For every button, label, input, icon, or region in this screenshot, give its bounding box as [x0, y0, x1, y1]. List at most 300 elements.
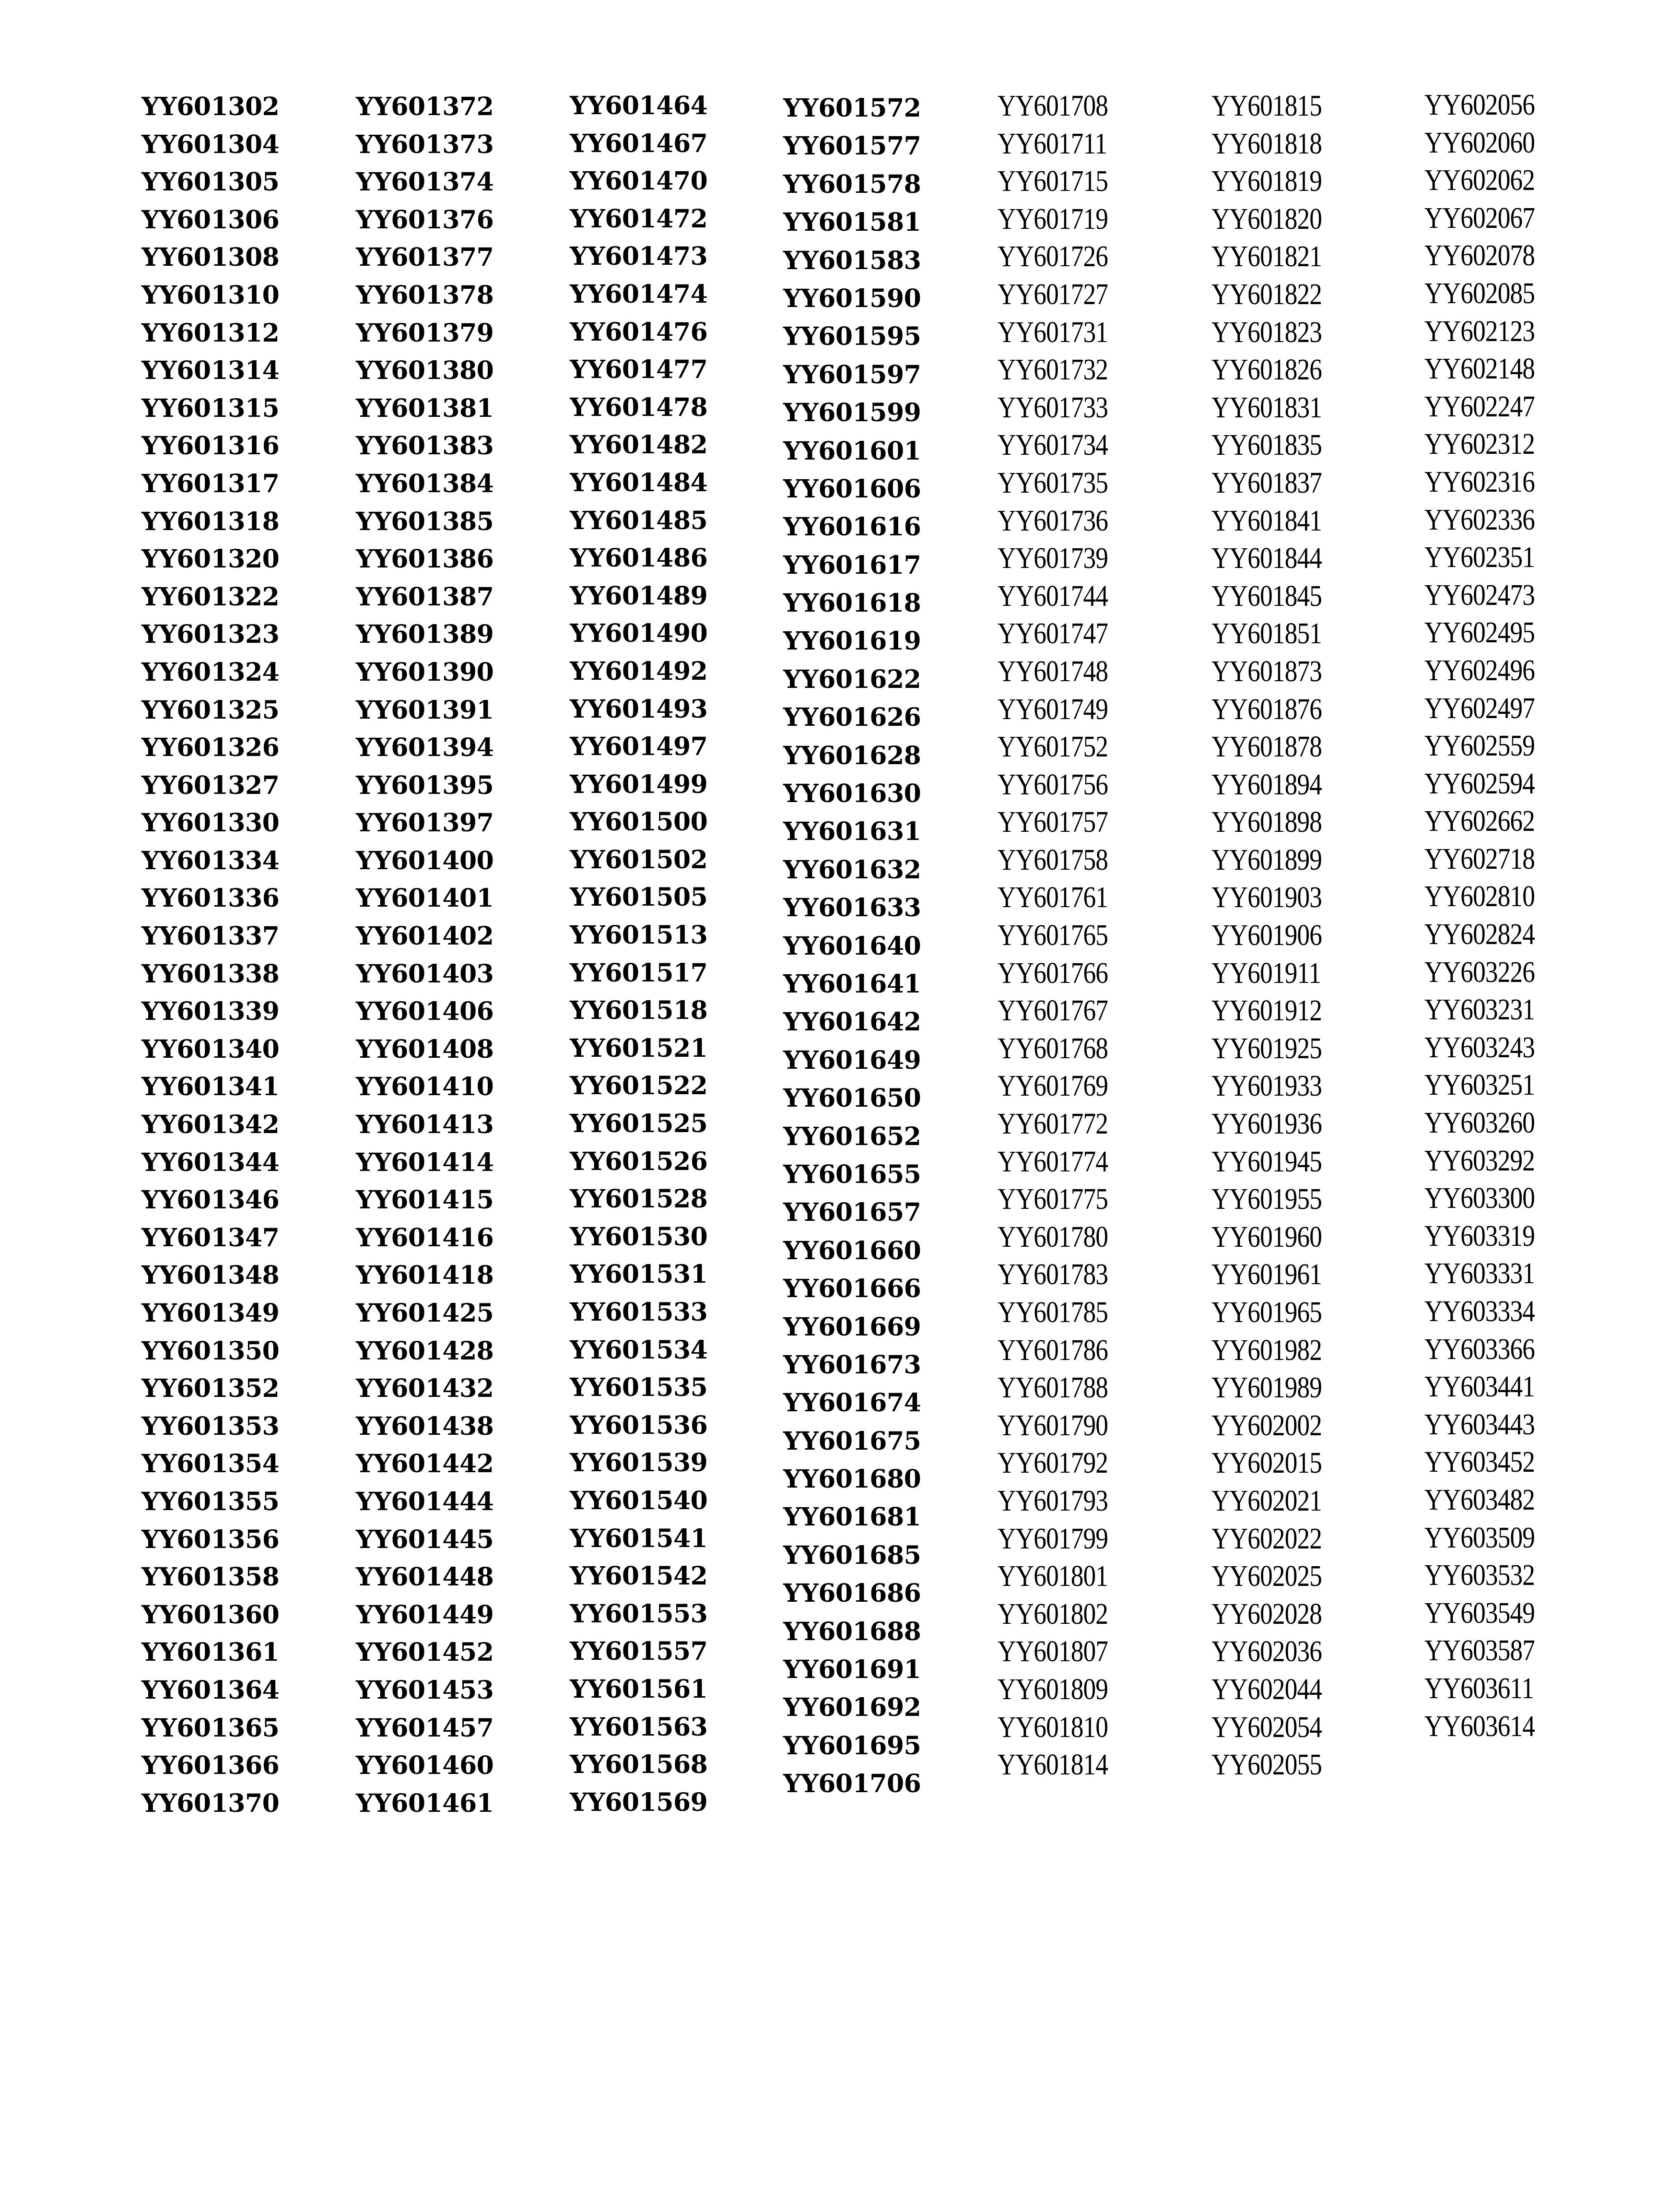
- code-entry: YY601356: [141, 1525, 280, 1554]
- code-entry: YY601732: [998, 354, 1108, 387]
- code-entry: YY601492: [570, 656, 708, 686]
- code-entry: YY601569: [570, 1787, 708, 1817]
- code-entry: YY601438: [356, 1411, 494, 1441]
- code-entry: YY601383: [356, 431, 494, 461]
- code-entry: YY601489: [570, 581, 708, 611]
- code-entry: YY601899: [1211, 843, 1322, 876]
- code-entry: YY601526: [570, 1146, 708, 1176]
- code-entry: YY602067: [1424, 201, 1535, 235]
- code-entry: YY602495: [1424, 616, 1535, 650]
- code-entry: YY601444: [356, 1487, 494, 1516]
- code-entry: YY601818: [1211, 127, 1322, 160]
- code-entry: YY601493: [570, 694, 708, 724]
- code-entry: YY601442: [356, 1449, 494, 1479]
- code-entry: YY601961: [1211, 1258, 1322, 1291]
- code-entry: YY601642: [783, 1007, 921, 1037]
- code-entry: YY601337: [141, 922, 280, 951]
- code-entry: YY601960: [1211, 1220, 1322, 1253]
- code-entry: YY601557: [570, 1637, 708, 1666]
- code-entry: YY601912: [1211, 994, 1322, 1028]
- code-entry: YY601747: [998, 617, 1108, 650]
- code-entry: YY601485: [570, 506, 708, 535]
- code-entry: YY601415: [356, 1185, 494, 1215]
- code-entry: YY601401: [356, 884, 494, 913]
- code-entry: YY601756: [998, 768, 1108, 801]
- code-entry: YY602351: [1424, 541, 1535, 574]
- code-entry: YY601911: [1211, 957, 1321, 990]
- code-entry: YY601353: [141, 1411, 280, 1441]
- code-entry: YY601936: [1211, 1108, 1322, 1141]
- code-entry: YY601308: [141, 243, 280, 272]
- code-entry: YY601831: [1211, 391, 1322, 424]
- code-entry: YY601726: [998, 240, 1108, 273]
- code-entry: YY601539: [570, 1448, 708, 1478]
- code-entry: YY601449: [356, 1600, 494, 1630]
- code-entry: YY601618: [783, 589, 921, 618]
- code-entry: YY601675: [783, 1426, 921, 1456]
- code-entry: YY601500: [570, 807, 708, 837]
- code-entry: YY603549: [1424, 1596, 1535, 1630]
- code-entry: YY601320: [141, 544, 280, 574]
- code-entry: YY602044: [1211, 1673, 1322, 1706]
- code-entry: YY601497: [570, 732, 708, 762]
- code-entry: YY601418: [356, 1261, 494, 1290]
- code-entry: YY602559: [1424, 730, 1535, 763]
- code-entry: YY601381: [356, 393, 494, 423]
- code-entry: YY601540: [570, 1486, 708, 1515]
- code-entry: YY601823: [1211, 316, 1322, 349]
- code-entry: YY601502: [570, 845, 708, 875]
- code-entry: YY601391: [356, 695, 494, 725]
- code-entry: YY601680: [783, 1465, 921, 1494]
- code-entry: YY601305: [141, 167, 280, 197]
- code-entry: YY601425: [356, 1299, 494, 1328]
- code-entry: YY601312: [141, 318, 280, 348]
- code-entry: YY601349: [141, 1299, 280, 1328]
- code-entry: YY601695: [783, 1731, 921, 1761]
- code-entry: YY603251: [1424, 1069, 1535, 1102]
- code-entry: YY602025: [1211, 1560, 1322, 1593]
- code-entry: YY601338: [141, 959, 280, 989]
- code-entry: YY601318: [141, 507, 280, 536]
- code-entry: YY601851: [1211, 617, 1322, 650]
- code-entry: YY601304: [141, 130, 280, 159]
- code-entry: YY601525: [570, 1109, 708, 1139]
- code-entry: YY601673: [783, 1350, 921, 1380]
- code-entry: YY601739: [998, 542, 1108, 575]
- code-entry: YY601633: [783, 893, 921, 923]
- code-entry: YY601361: [141, 1638, 280, 1667]
- code-entry: YY601841: [1211, 504, 1322, 537]
- code-entry: YY601386: [356, 544, 494, 574]
- code-entry: YY601955: [1211, 1183, 1322, 1216]
- code-entry: YY602002: [1211, 1409, 1322, 1442]
- code-entry: YY601484: [570, 468, 708, 497]
- code-entry: YY601652: [783, 1122, 921, 1151]
- code-entry: YY601406: [356, 997, 494, 1027]
- code-entry: YY603243: [1424, 1031, 1535, 1064]
- code-entry: YY601837: [1211, 466, 1322, 499]
- code-entry: YY601873: [1211, 655, 1322, 688]
- code-entry: YY601906: [1211, 919, 1322, 952]
- code-entry: YY601478: [570, 392, 708, 422]
- code-entry: YY601641: [783, 969, 921, 999]
- code-entry: YY601453: [356, 1675, 494, 1705]
- code-entry: YY601632: [783, 855, 921, 885]
- code-entry: YY601340: [141, 1034, 280, 1064]
- code-entry: YY602336: [1424, 503, 1535, 536]
- code-entry: YY601302: [141, 92, 280, 121]
- code-entry: YY601563: [570, 1712, 708, 1742]
- code-entry: YY601792: [998, 1447, 1108, 1480]
- code-entry: YY601807: [998, 1635, 1108, 1668]
- code-entry: YY601397: [356, 808, 494, 838]
- code-entry: YY601394: [356, 733, 494, 763]
- code-entry: YY601793: [998, 1484, 1108, 1517]
- code-entry: YY601518: [570, 996, 708, 1026]
- code-entry: YY601310: [141, 280, 280, 310]
- code-entry: YY601354: [141, 1449, 280, 1479]
- code-entry: YY603366: [1424, 1333, 1535, 1366]
- code-entry: YY601316: [141, 431, 280, 461]
- code-entry: YY601660: [783, 1236, 921, 1265]
- code-entry: YY603452: [1424, 1446, 1535, 1479]
- code-entry: YY601719: [998, 202, 1108, 236]
- code-entry: YY601373: [356, 130, 494, 159]
- code-entry: YY601452: [356, 1638, 494, 1667]
- code-entry: YY603300: [1424, 1182, 1535, 1215]
- code-entry: YY601482: [570, 430, 708, 460]
- code-entry: YY602594: [1424, 767, 1535, 800]
- code-entry: YY601826: [1211, 354, 1322, 387]
- code-column-7: [1424, 86, 1553, 1745]
- code-entry: YY602496: [1424, 654, 1535, 687]
- code-entry: YY602662: [1424, 805, 1535, 838]
- code-entry: YY601933: [1211, 1070, 1322, 1103]
- code-entry: YY601599: [783, 398, 921, 428]
- code-entry: YY601766: [998, 957, 1108, 990]
- code-entry: YY601324: [141, 657, 280, 687]
- code-column-4: [783, 89, 921, 1803]
- code-entry: YY601706: [783, 1769, 921, 1799]
- code-entry: YY601528: [570, 1184, 708, 1214]
- code-entry: YY603292: [1424, 1144, 1535, 1177]
- code-entry: YY603443: [1424, 1408, 1535, 1441]
- code-entry: YY603331: [1424, 1257, 1535, 1290]
- code-entry: YY602062: [1424, 164, 1535, 197]
- code-entry: YY601315: [141, 393, 280, 423]
- code-entry: YY602810: [1424, 880, 1535, 913]
- code-entry: YY601334: [141, 846, 280, 875]
- code-entry: YY601457: [356, 1713, 494, 1743]
- code-entry: YY601476: [570, 317, 708, 347]
- code-entry: YY601578: [783, 169, 921, 199]
- code-entry: YY601822: [1211, 278, 1322, 311]
- code-entry: YY601355: [141, 1487, 280, 1516]
- code-entry: YY601505: [570, 883, 708, 912]
- code-entry: YY601821: [1211, 240, 1322, 273]
- code-entry: YY603319: [1424, 1219, 1535, 1253]
- code-entry: YY601640: [783, 931, 921, 961]
- code-entry: YY601413: [356, 1110, 494, 1140]
- code-entry: YY601616: [783, 512, 921, 542]
- code-entry: YY601898: [1211, 806, 1322, 839]
- code-column-2: [356, 88, 493, 1822]
- code-entry: YY601650: [783, 1084, 921, 1113]
- code-entry: YY603482: [1424, 1483, 1535, 1516]
- code-entry: YY601553: [570, 1599, 708, 1629]
- code-entry: YY601772: [998, 1108, 1108, 1141]
- code-entry: YY601982: [1211, 1334, 1322, 1367]
- code-entry: YY601769: [998, 1070, 1108, 1103]
- code-entry: YY601686: [783, 1579, 921, 1608]
- code-entry: YY603509: [1424, 1521, 1535, 1554]
- code-entry: YY601631: [783, 817, 921, 847]
- code-entry: YY601342: [141, 1110, 280, 1140]
- code-entry: YY601786: [998, 1334, 1108, 1367]
- code-entry: YY601820: [1211, 202, 1322, 236]
- code-entry: YY601708: [998, 90, 1108, 122]
- code-entry: YY601460: [356, 1751, 494, 1781]
- code-entry: YY601815: [1211, 90, 1322, 122]
- code-entry: YY601780: [998, 1220, 1108, 1253]
- code-entry: YY601432: [356, 1374, 494, 1404]
- code-entry: YY601749: [998, 693, 1108, 726]
- code-entry: YY601802: [998, 1597, 1108, 1631]
- code-entry: YY601542: [570, 1561, 708, 1591]
- code-entry: YY601461: [356, 1788, 494, 1818]
- code-entry: YY601414: [356, 1147, 494, 1177]
- code-entry: YY601617: [783, 550, 921, 580]
- code-entry: YY601731: [998, 316, 1108, 349]
- code-entry: YY601577: [783, 131, 921, 161]
- code-entry: YY601989: [1211, 1371, 1322, 1405]
- code-entry: YY601925: [1211, 1032, 1322, 1065]
- code-entry: YY601378: [356, 280, 494, 310]
- code-entry: YY601878: [1211, 731, 1322, 764]
- code-entry: YY601761: [998, 881, 1108, 914]
- code-entry: YY601744: [998, 579, 1108, 613]
- code-entry: YY601402: [356, 922, 494, 951]
- code-entry: YY602036: [1211, 1635, 1322, 1668]
- code-entry: YY602824: [1424, 918, 1535, 951]
- code-entry: YY601448: [356, 1562, 494, 1592]
- code-entry: YY601346: [141, 1185, 280, 1215]
- code-entry: YY601965: [1211, 1296, 1322, 1329]
- code-entry: YY602056: [1424, 89, 1535, 121]
- code-entry: YY601715: [998, 165, 1108, 198]
- code-entry: YY602054: [1211, 1711, 1322, 1744]
- code-entry: YY601801: [998, 1560, 1108, 1593]
- code-entry: YY601408: [356, 1034, 494, 1064]
- code-entry: YY601606: [783, 474, 921, 504]
- code-entry: YY601597: [783, 360, 921, 390]
- code-entry: YY601581: [783, 208, 921, 237]
- code-entry: YY601474: [570, 279, 708, 309]
- code-entry: YY601790: [998, 1409, 1108, 1442]
- code-entry: YY601372: [356, 92, 494, 121]
- code-entry: YY602060: [1424, 126, 1535, 159]
- code-entry: YY601365: [141, 1713, 280, 1743]
- code-entry: YY601541: [570, 1524, 708, 1553]
- code-entry: YY601380: [356, 356, 494, 386]
- code-entry: YY601358: [141, 1562, 280, 1592]
- code-entry: YY601530: [570, 1222, 708, 1252]
- code-entry: YY601583: [783, 246, 921, 275]
- code-entry: YY602085: [1424, 277, 1535, 310]
- code-entry: YY602021: [1211, 1484, 1322, 1517]
- code-entry: YY603334: [1424, 1295, 1535, 1328]
- code-entry: YY601323: [141, 620, 280, 650]
- code-entry: YY601561: [570, 1674, 708, 1704]
- code-entry: YY601317: [141, 469, 280, 498]
- code-entry: YY601490: [570, 619, 708, 649]
- code-entry: YY603611: [1424, 1672, 1534, 1705]
- code-entry: YY602078: [1424, 239, 1535, 272]
- code-entry: YY602312: [1424, 428, 1535, 461]
- code-entry: YY601350: [141, 1336, 280, 1366]
- code-entry: YY601536: [570, 1410, 708, 1440]
- code-entry: YY601314: [141, 356, 280, 386]
- code-column-5: [998, 87, 1126, 1784]
- code-entry: YY601655: [783, 1159, 921, 1189]
- code-entry: YY601366: [141, 1751, 280, 1781]
- code-entry: YY601810: [998, 1711, 1108, 1744]
- code-entry: YY601325: [141, 695, 280, 725]
- code-entry: YY601336: [141, 884, 280, 913]
- code-entry: YY601945: [1211, 1145, 1322, 1178]
- code-entry: YY601370: [141, 1788, 280, 1818]
- code-entry: YY602028: [1211, 1597, 1322, 1631]
- code-column-6: [1211, 87, 1340, 1784]
- code-entry: YY601472: [570, 204, 708, 234]
- code-entry: YY601799: [998, 1522, 1108, 1555]
- code-entry: YY601379: [356, 318, 494, 348]
- code-entry: YY601467: [570, 129, 708, 158]
- code-entry: YY601306: [141, 205, 280, 235]
- code-entry: YY601685: [783, 1540, 921, 1570]
- code-entry: YY601339: [141, 997, 280, 1027]
- code-entry: YY601344: [141, 1147, 280, 1177]
- code-entry: YY601499: [570, 769, 708, 799]
- code-entry: YY601395: [356, 770, 494, 800]
- code-entry: YY601691: [783, 1655, 921, 1685]
- code-entry: YY601364: [141, 1675, 280, 1705]
- code-entry: YY601322: [141, 582, 280, 612]
- code-entry: YY603614: [1424, 1710, 1535, 1743]
- code-entry: YY601477: [570, 355, 708, 385]
- code-entry: YY601384: [356, 469, 494, 498]
- code-entry: YY601757: [998, 806, 1108, 839]
- code-entry: YY603532: [1424, 1559, 1535, 1592]
- code-entry: YY602148: [1424, 353, 1535, 386]
- code-entry: YY601819: [1211, 165, 1322, 198]
- code-entry: YY601601: [783, 436, 921, 466]
- code-entry: YY601835: [1211, 429, 1322, 462]
- code-entry: YY601688: [783, 1617, 921, 1646]
- code-entry: YY601814: [998, 1749, 1108, 1782]
- code-entry: YY601758: [998, 843, 1108, 876]
- code-entry: YY601727: [998, 278, 1108, 311]
- code-entry: YY601513: [570, 921, 708, 950]
- code-entry: YY601352: [141, 1374, 280, 1404]
- code-entry: YY601788: [998, 1371, 1108, 1405]
- code-entry: YY601669: [783, 1312, 921, 1342]
- code-entry: YY601649: [783, 1045, 921, 1075]
- code-column-1: [141, 88, 279, 1822]
- code-entry: YY603231: [1424, 993, 1535, 1027]
- code-entry: YY601445: [356, 1525, 494, 1554]
- code-entry: YY601416: [356, 1223, 494, 1253]
- code-entry: YY601711: [998, 127, 1107, 160]
- code-entry: YY601390: [356, 657, 494, 687]
- code-entry: YY601735: [998, 466, 1108, 499]
- code-entry: YY601903: [1211, 881, 1322, 914]
- code-entry: YY601767: [998, 994, 1108, 1028]
- code-entry: YY601674: [783, 1388, 921, 1418]
- code-entry: YY603260: [1424, 1107, 1535, 1140]
- code-entry: YY601377: [356, 243, 494, 272]
- code-entry: YY601876: [1211, 693, 1322, 726]
- code-entry: YY601327: [141, 770, 280, 800]
- code-entry: YY601464: [570, 91, 708, 120]
- code-entry: YY601748: [998, 655, 1108, 688]
- code-entry: YY602123: [1424, 315, 1535, 348]
- code-entry: YY601486: [570, 544, 708, 573]
- code-entry: YY601326: [141, 733, 280, 763]
- code-entry: YY602015: [1211, 1447, 1322, 1480]
- code-entry: YY601894: [1211, 768, 1322, 801]
- code-entry: YY601531: [570, 1260, 708, 1289]
- code-entry: YY601736: [998, 504, 1108, 537]
- code-entry: YY601628: [783, 741, 921, 770]
- code-entry: YY601681: [783, 1502, 921, 1532]
- code-entry: YY602718: [1424, 842, 1535, 875]
- code-entry: YY601765: [998, 919, 1108, 952]
- code-entry: YY601692: [783, 1693, 921, 1723]
- code-entry: YY601774: [998, 1145, 1108, 1178]
- code-entry: YY601400: [356, 846, 494, 875]
- code-entry: YY601470: [570, 166, 708, 196]
- code-entry: YY601734: [998, 429, 1108, 462]
- code-entry: YY601626: [783, 703, 921, 733]
- code-entry: YY601622: [783, 664, 921, 694]
- code-entry: YY601473: [570, 242, 708, 272]
- code-entry: YY601783: [998, 1258, 1108, 1291]
- code-entry: YY601534: [570, 1335, 708, 1365]
- code-entry: YY601347: [141, 1223, 280, 1253]
- code-entry: YY601768: [998, 1032, 1108, 1065]
- code-entry: YY601568: [570, 1750, 708, 1780]
- code-entry: YY601844: [1211, 542, 1322, 575]
- code-entry: YY601389: [356, 620, 494, 650]
- code-entry: YY601666: [783, 1274, 921, 1304]
- code-entry: YY601360: [141, 1600, 280, 1630]
- code-entry: YY601410: [356, 1072, 494, 1102]
- code-entry: YY601330: [141, 808, 280, 838]
- code-entry: YY602497: [1424, 692, 1535, 725]
- code-entry: YY601572: [783, 94, 921, 123]
- code-entry: YY602247: [1424, 390, 1535, 423]
- code-entry: YY601517: [570, 958, 708, 988]
- code-entry: YY602055: [1211, 1749, 1322, 1782]
- code-entry: YY601657: [783, 1198, 921, 1228]
- code-entry: YY601385: [356, 507, 494, 536]
- code-entry: YY601341: [141, 1072, 280, 1102]
- code-entry: YY601374: [356, 167, 494, 197]
- code-column-3: [570, 87, 707, 1821]
- code-entry: YY601348: [141, 1261, 280, 1290]
